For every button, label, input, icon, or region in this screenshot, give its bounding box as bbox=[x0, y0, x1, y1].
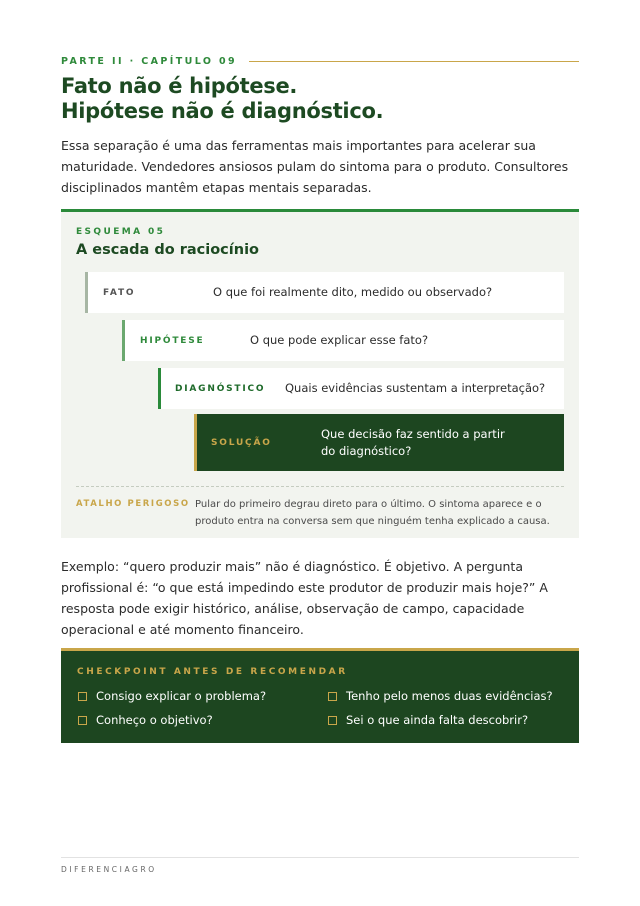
page-title bbox=[61, 74, 579, 124]
step-description: O que pode explicar esse fato? bbox=[250, 333, 429, 347]
checkpoint-box bbox=[61, 648, 579, 743]
checkpoint-item-label: Tenho pelo menos duas evidências? bbox=[346, 689, 553, 703]
title-line-2: Hipótese não é diagnóstico. bbox=[61, 99, 384, 123]
ladder-step-hipotese bbox=[122, 320, 564, 361]
ladder-step-diagnostico bbox=[158, 368, 564, 409]
checkbox-icon[interactable] bbox=[328, 692, 337, 701]
chapter-header bbox=[61, 55, 579, 67]
checkbox-icon[interactable] bbox=[78, 692, 87, 701]
step-description: O que foi realmente dito, medido ou observado? bbox=[213, 285, 493, 299]
step-label: HIPÓTESE bbox=[140, 335, 205, 346]
footer-divider bbox=[61, 857, 579, 858]
checkpoint-item[interactable] bbox=[78, 713, 213, 727]
intro-paragraph: Essa separação é uma das ferramentas mais importantes para acelerar sua maturidade. Vendedores ansiosos pulam do sintoma para o produto. Consultores disciplinados mantêm etapas mentais separadas. bbox=[61, 138, 569, 195]
ladder-step-fato bbox=[85, 272, 564, 313]
checkpoint-item-label: Sei o que ainda falta descobrir? bbox=[346, 713, 529, 727]
checkpoint-item-label: Conheço o objetivo? bbox=[96, 713, 213, 727]
checkpoint-item[interactable] bbox=[328, 713, 528, 727]
footer-brand: DIFERENCIAGRO bbox=[61, 865, 157, 874]
ladder-step-solucao bbox=[194, 414, 564, 471]
title-line-1: Fato não é hipótese. bbox=[61, 74, 298, 98]
step-label: SOLUÇÃO bbox=[211, 437, 272, 448]
chapter-kicker: PARTE II · CAPÍTULO 09 bbox=[61, 55, 238, 67]
example-paragraph: Exemplo: “quero produzir mais” não é diagnóstico. É objetivo. A pergunta profissional é: “o que está impedindo este produtor de produzir mais hoje?” A resposta pode exigir histórico, análise, observação de campo, capacidade operacional e até momento financeiro. bbox=[61, 559, 548, 637]
warning-label: ATALHO PERIGOSO bbox=[76, 499, 190, 509]
checkbox-icon[interactable] bbox=[78, 716, 87, 725]
scheme-kicker: ESQUEMA 05 bbox=[76, 227, 166, 237]
step-description: Que decisão faz sentido a partir do diagnóstico? bbox=[321, 426, 505, 458]
checkpoint-title: CHECKPOINT ANTES DE RECOMENDAR bbox=[77, 667, 348, 677]
dashed-divider bbox=[76, 486, 564, 487]
step-description: Quais evidências sustentam a interpretação? bbox=[285, 381, 546, 395]
checkbox-icon[interactable] bbox=[328, 716, 337, 725]
checkpoint-item-label: Consigo explicar o problema? bbox=[96, 689, 267, 703]
scheme-title: A escada do raciocínio bbox=[76, 242, 259, 258]
step-label: FATO bbox=[103, 287, 136, 298]
step-label: DIAGNÓSTICO bbox=[175, 383, 266, 394]
warning-text: Pular do primeiro degrau direto para o último. O sintoma aparece e o produto entra na conversa sem que ninguém tenha explicado a causa. bbox=[195, 499, 550, 527]
reasoning-ladder-scheme bbox=[61, 209, 579, 538]
kicker-divider bbox=[249, 61, 579, 62]
checkpoint-item[interactable] bbox=[328, 689, 553, 703]
checkpoint-item[interactable] bbox=[78, 689, 266, 703]
